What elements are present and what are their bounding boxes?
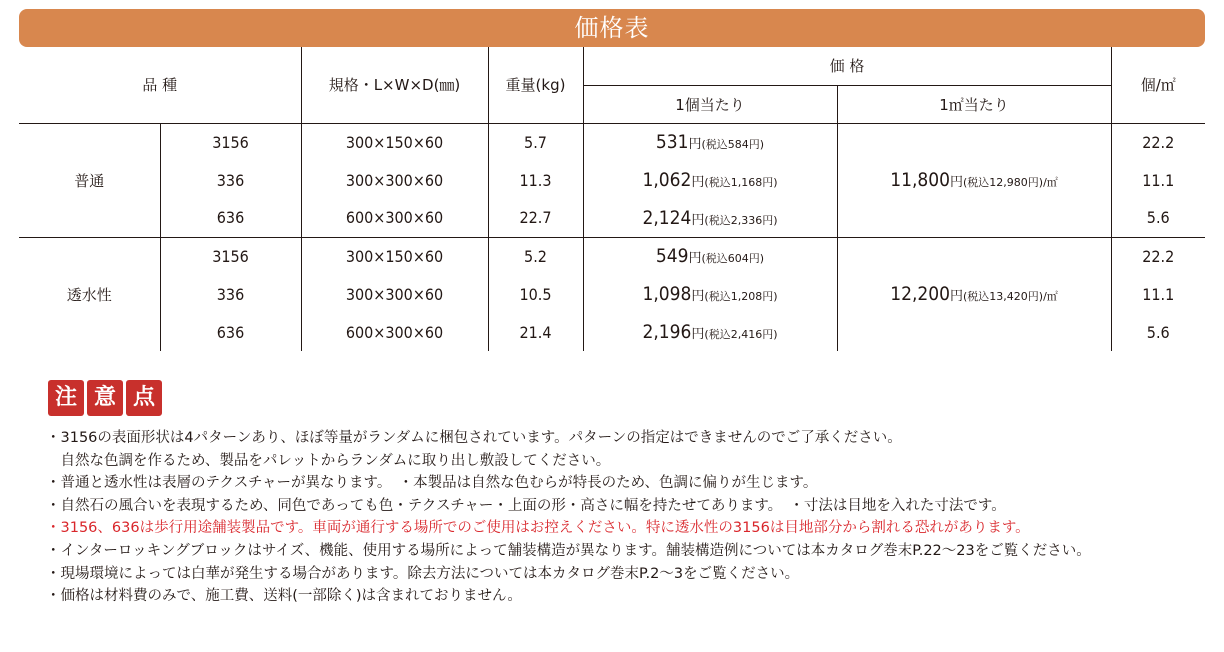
header-weight: 重量(kg) xyxy=(488,47,583,123)
group-name: 透水性 xyxy=(19,237,160,351)
product-size: 600×300×60 xyxy=(301,313,488,351)
pcs-per-m2: 5.6 xyxy=(1111,313,1205,351)
piece-price: 1,062円(税込1,168円) xyxy=(583,161,837,199)
notice-line: ・インターロッキングブロックはサイズ、機能、使用する場所によって舗装構造が異なります。舗装構造例については本カタログ巻末P.22〜23をご覧ください。 xyxy=(46,542,1091,559)
notice-heading xyxy=(48,380,162,416)
price-table-title: 価格表 xyxy=(19,9,1205,47)
product-weight: 5.2 xyxy=(488,237,583,275)
piece-price: 2,124円(税込2,336円) xyxy=(583,199,837,237)
product-code: 336 xyxy=(216,170,245,190)
pcs-per-m2: 22.2 xyxy=(1111,237,1205,275)
notice-line: ・価格は材料費のみで、施工費、送料(一部除く)は含まれておりません。 xyxy=(46,588,522,605)
m2-price: 11,800円(税込12,980円)/㎡ xyxy=(837,123,1111,237)
header-price: 価 格 xyxy=(583,47,1111,85)
piece-price: 531円(税込584円) xyxy=(583,123,837,161)
pcs-per-m2: 11.1 xyxy=(1111,161,1205,199)
product-weight: 11.3 xyxy=(488,161,583,199)
header-per-m2: 1㎡当たり xyxy=(837,85,1111,123)
product-weight: 21.4 xyxy=(488,313,583,351)
price-table xyxy=(19,47,1205,351)
piece-price: 549円(税込604円) xyxy=(583,237,837,275)
product-weight: 5.7 xyxy=(488,123,583,161)
product-code: 3156 xyxy=(212,132,249,152)
product-size: 300×150×60 xyxy=(301,123,488,161)
notice-line: ・現場環境によっては白華が発生する場合があります。除去方法については本カタログ巻末P.2〜3をご覧ください。 xyxy=(46,565,800,582)
pcs-per-m2: 11.1 xyxy=(1111,275,1205,313)
product-code: 636 xyxy=(216,322,245,342)
header-per-piece: 1個当たり xyxy=(583,85,837,123)
header-spec: 規格・L×W×D(㎜) xyxy=(301,47,488,123)
piece-price: 2,196円(税込2,416円) xyxy=(583,313,837,351)
product-size: 600×300×60 xyxy=(301,199,488,237)
product-weight: 22.7 xyxy=(488,199,583,237)
product-code: 336 xyxy=(216,284,245,304)
product-size: 300×300×60 xyxy=(301,161,488,199)
notice-line-warning: ・3156、636は歩行用途舗装製品です。車両が通行する場所でのご使用はお控えください。特に透水性の3156は目地部分から割れる恐れがあります。 xyxy=(46,520,1030,537)
pcs-per-m2: 5.6 xyxy=(1111,199,1205,237)
pcs-per-m2: 22.2 xyxy=(1111,123,1205,161)
product-code: 3156 xyxy=(212,246,249,266)
notice-chip: 注 xyxy=(48,380,84,416)
notice-line: ・普通と透水性は表層のテクスチャーが異なります。 ・本製品は自然な色むらが特長のため、色調に偏りが生じます。 xyxy=(46,475,818,492)
notice-line: ・3156の表面形状は4パターンあり、ほぼ等量がランダムに梱包されています。パターンの指定はできませんのでご了承ください。 xyxy=(46,430,902,446)
product-size: 300×150×60 xyxy=(301,237,488,275)
header-variety: 品 種 xyxy=(19,47,301,123)
group-name: 普通 xyxy=(19,123,160,237)
notice-line: ・自然石の風合いを表現するため、同色であっても色・テクスチャー・上面の形・高さに幅を持たせてあります。 ・寸法は目地を入れた寸法です。 xyxy=(46,497,1006,514)
notice-line: 自然な色調を作るため、製品をパレットからランダムに取り出し敷設してください。 xyxy=(46,452,611,469)
header-pcs-per-m2: 個/㎡ xyxy=(1111,47,1205,123)
notice-chip: 点 xyxy=(126,380,162,416)
product-code: 636 xyxy=(160,199,301,237)
notice-chip: 意 xyxy=(87,380,123,416)
notice-list xyxy=(46,427,1206,608)
product-weight: 10.5 xyxy=(488,275,583,313)
m2-price: 12,200円(税込13,420円)/㎡ xyxy=(837,237,1111,351)
product-size: 300×300×60 xyxy=(301,275,488,313)
piece-price: 1,098円(税込1,208円) xyxy=(583,275,837,313)
